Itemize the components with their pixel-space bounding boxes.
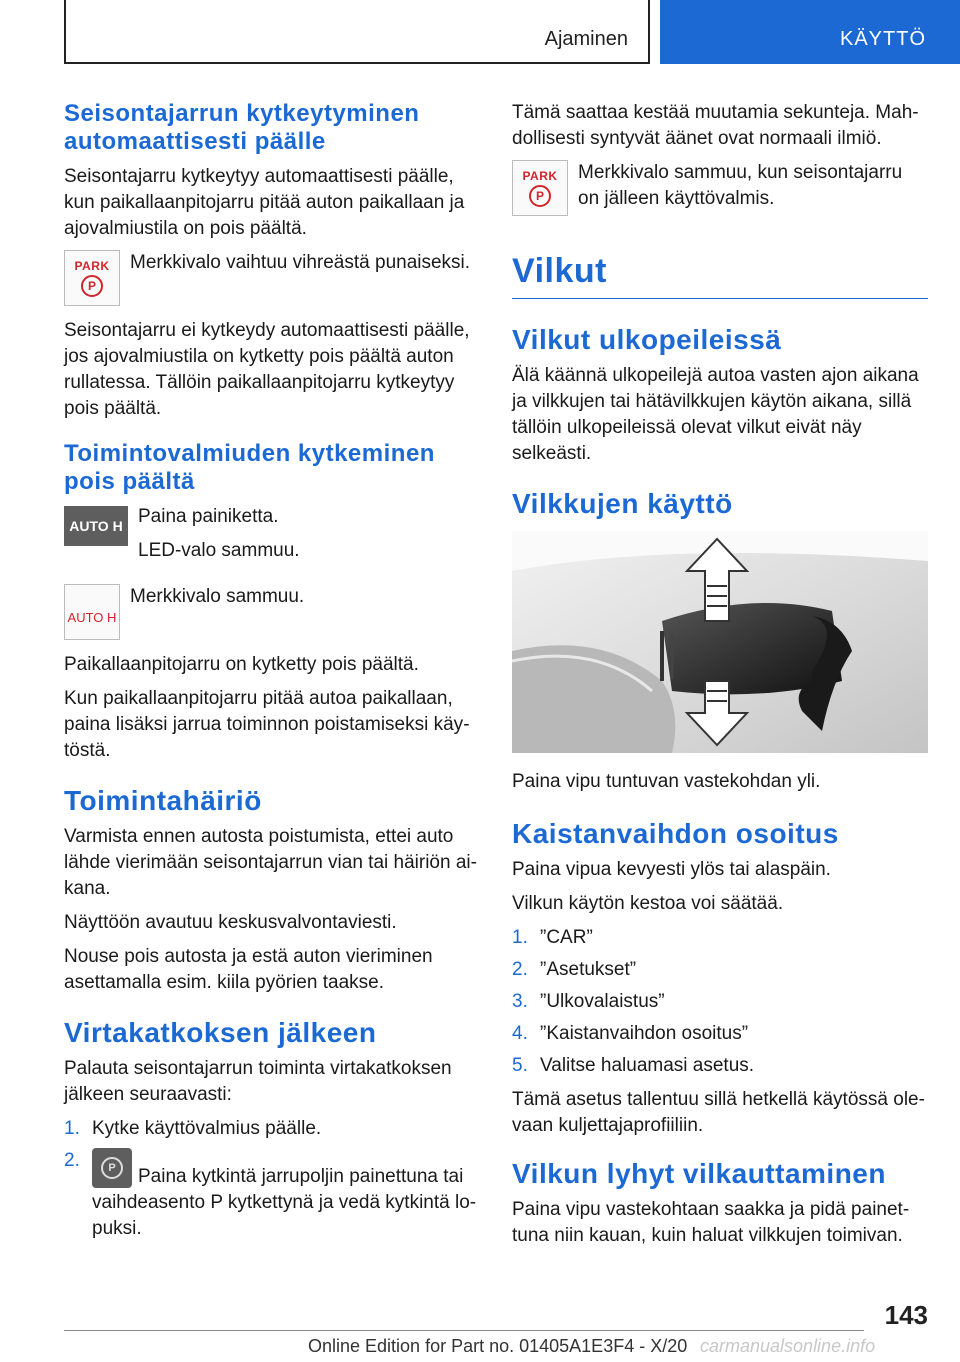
heading-malfunction: Toimintahäiriö	[64, 785, 262, 816]
auto-h-button-icon: AUTO H	[64, 506, 128, 546]
paragraph: Paikallaanpitojarru on kytketty pois päältä.	[64, 654, 419, 675]
park-indicator-icon: PARK P	[512, 160, 568, 216]
auto-h-indicator-icon: AUTO H	[64, 584, 120, 640]
footer-watermark: carmanualsonline.info	[700, 1336, 876, 1356]
instruction-text: LED-valo sammuu.	[138, 540, 300, 561]
header-chapter-tab	[660, 0, 960, 64]
paragraph: Tämä asetus tallentuu sillä hetkellä käytössä olevaan kuljettajaprofiiliin.	[512, 1089, 925, 1136]
ordered-list	[64, 1116, 480, 1242]
paragraph: Varmista ennen autosta poistumista, ettei auto lähde vierimään seisontajarrun vian tai häiriön aikana.	[64, 826, 477, 899]
ordered-list	[512, 925, 928, 1079]
paragraph: Paina vipu vastekohtaan saakka ja pidä painettuna niin kauan, kuin haluat vilkkujen toimivan.	[512, 1199, 910, 1246]
paragraph: Seisontajarru kytkeytyy automaattisesti päälle, kun paikallaanpitojarru pitää auton paikallaan ja ajovalmiustila on pois päältä.	[64, 166, 465, 239]
indicator-row	[512, 160, 928, 220]
paragraph: Paina vipu tuntuvan vastekohdan yli.	[512, 771, 821, 792]
list-item: 4. ”Kaistanvaihdon osoitus”	[512, 1023, 749, 1044]
instruction-text: Paina painiketta.	[138, 506, 279, 527]
heading-flash-signal: Vilkun lyhyt vilkauttaminen	[512, 1158, 886, 1189]
list-item: 5. Valitse haluamasi asetus.	[512, 1055, 755, 1076]
footer-divider	[64, 1330, 864, 1331]
paragraph: Älä käännä ulkopeilejä autoa vasten ajon aikana ja vilkkujen tai hätävilkkujen käytön aikana, sillä tällöin ulkopeileissä olevat vilkut eivät näy selkeästi.	[512, 365, 919, 464]
header-section-box	[64, 0, 650, 64]
indicator-row	[64, 250, 480, 306]
heading-deactivate-readiness: Toimintovalmiuden kytkeminen pois päältä	[64, 440, 435, 495]
paragraph: Kun paikallaanpitojarru pitää autoa paikallaan, paina lisäksi jarrua toiminnon poistamiseksi käytöstä.	[64, 688, 470, 761]
heading-turn-signals: Vilkut	[512, 252, 607, 290]
turn-signal-lever-illustration	[512, 531, 928, 753]
heading-after-power-failure: Virtakatkoksen jälkeen	[64, 1017, 377, 1048]
park-indicator-icon: PARK P	[64, 250, 120, 306]
paragraph: Näyttöön avautuu keskusvalvontaviesti.	[64, 912, 397, 933]
paragraph: Seisontajarru ei kytkeydy automaattisesti päälle, jos ajovalmiustila on kytketty pois päältä auton rullatessa. Tällöin paikallaanpitojarru kytkeytyy pois päältä.	[64, 320, 470, 419]
header-section-title: Ajaminen	[544, 28, 628, 50]
heading-mirror-turn-signals: Vilkut ulkopeileissä	[512, 324, 782, 355]
footer-edition-text: Online Edition for Part no. 01405A1E3F4 - X/20	[308, 1336, 688, 1356]
heading-lane-change-indication: Kaistanvaihdon osoitus	[512, 818, 839, 849]
heading-parking-brake-auto-on: Seisontajarrun kytkeytyminen automaattisesti päälle	[64, 100, 420, 155]
list-item: 1. ”CAR”	[512, 927, 593, 948]
indicator-row	[64, 584, 480, 640]
paragraph: Nouse pois autosta ja estä auton vieriminen asettamalla esim. kiila pyörien taakse.	[64, 946, 433, 993]
page-number: 143	[884, 1300, 928, 1330]
heading-using-turn-signals: Vilkkujen käyttö	[512, 488, 733, 519]
indicator-text: Merkkivalo sammuu, kun seisontajarru on jälleen käyttövalmis.	[578, 162, 903, 209]
left-column	[64, 100, 480, 1250]
paragraph: Paina vipua kevyesti ylös tai alaspäin.	[512, 859, 831, 880]
paragraph: Tämä saattaa kestää muutamia sekunteja. Mahdollisesti syntyvät äänet ovat normaali ilmiö.	[512, 102, 919, 149]
indicator-text: Merkkivalo sammuu.	[130, 586, 305, 607]
list-item: 3. ”Ulkovalaistus”	[512, 991, 665, 1012]
paragraph: Vilkun käytön kestoa voi säätää.	[512, 893, 784, 914]
paragraph: Palauta seisontajarrun toiminta virtakatkoksen jälkeen seuraavasti:	[64, 1058, 452, 1105]
list-item: 1. Kytke käyttövalmius päälle.	[64, 1118, 322, 1139]
right-column	[512, 100, 928, 1257]
chapter-heading-block	[512, 250, 928, 299]
header-chapter-title: KÄYTTÖ	[839, 28, 926, 50]
button-row	[64, 504, 480, 572]
list-item: 2. ”Asetukset”	[512, 959, 637, 980]
parking-brake-switch-icon: P	[92, 1148, 132, 1188]
indicator-text: Merkkivalo vaihtuu vihreästä punaiseksi.	[130, 252, 471, 273]
list-item: 2. P Paina kytkintä jarrupoljin painettuna tai vaihdeasento P kytkettynä ja vedä kytkintä lopuksi.	[64, 1150, 477, 1239]
